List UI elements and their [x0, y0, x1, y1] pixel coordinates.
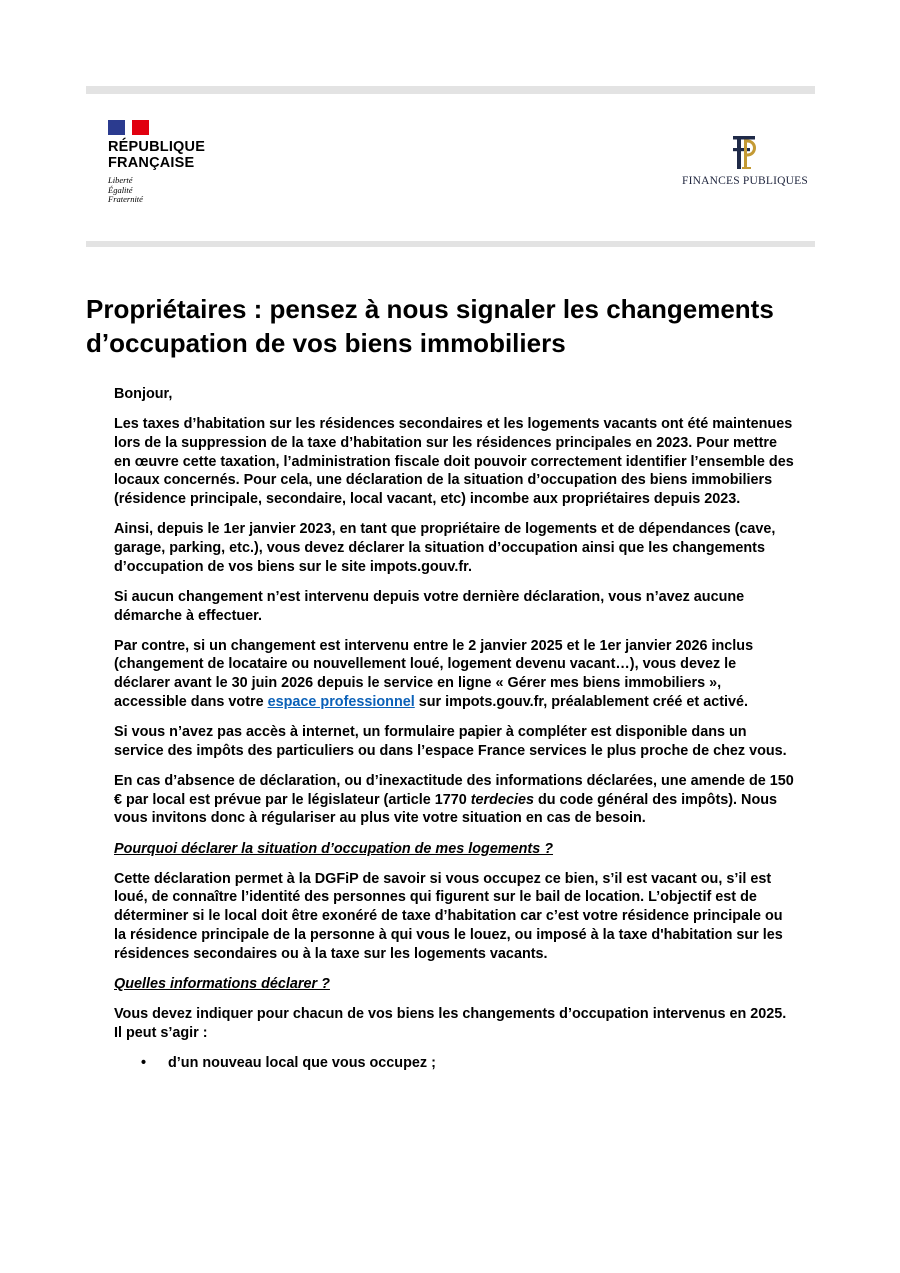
paragraph-no-change: Si aucun changement n’est intervenu depuis votre dernière déclaration, vous n’avez aucune démarche à effectuer.: [114, 588, 745, 624]
finances-publiques-label: FINANCES PUBLIQUES: [682, 175, 808, 187]
deadline-text-end: sur impots.gouv.fr, préalablement créé et activé.: [414, 693, 748, 710]
penalty-text: En cas d’absence de déclaration, ou d’inexactitude des informations déclarées, une amende de 150 € par local est prévue par le législateur (article 1770: [114, 772, 794, 808]
paragraph-why: Cette déclaration permet à la DGFiP de savoir si vous occupez ce bien, s’il est vacant ou, s’il est loué, de connaître l’identité des personnes qui figurent sur le bail de location. L’objectif est de déterminer si le local doit être exonéré de taxe d’habitation car c’est votre résidence principale ou la résidence principale de la personne à qui vous le louez, ou imposé à la taxe d'habitation sur les résidences secondaires ou à la taxe sur les logements vacants.: [114, 870, 783, 962]
paragraph-deadline: [114, 637, 794, 712]
motto-fraternite: Fraternité: [108, 194, 143, 204]
paragraph-obligation: Ainsi, depuis le 1er janvier 2023, en tant que propriétaire de logements et de dépendances (cave, garage, parking, etc.), vous devez déclarer la situation d’occupation ainsi que les changements d’occupation de vos biens sur le site impots.gouv.fr.: [114, 521, 776, 575]
espace-professionnel-link[interactable]: espace professionnel: [267, 693, 415, 710]
page-title: Propriétaires : pensez à nous signaler les changements d’occupation de vos biens immobiliers: [86, 294, 774, 358]
finances-publiques-emblem-icon: [728, 133, 762, 171]
republique-name-line1: RÉPUBLIQUE: [108, 139, 206, 155]
header-bottom-divider: [86, 241, 815, 247]
top-divider: [86, 86, 815, 94]
bullet-list: [114, 1054, 794, 1073]
marianne-flag-icon: [108, 120, 149, 135]
motto-liberte: Liberté: [108, 175, 133, 185]
finances-publiques-logo: [680, 133, 810, 187]
penalty-text-italic: terdecies: [470, 791, 534, 808]
motto-egalite: Égalité: [108, 184, 133, 195]
greeting: Bonjour,: [114, 386, 173, 402]
penalty-text-end: du code général des impôts). Nous vous invitons donc à régulariser au plus vite votre situation en cas de besoin.: [114, 791, 778, 827]
deadline-text: Par contre, si un changement est intervenu entre le 2 janvier 2025 et le 1er janvier 2026 inclus (changement de locataire ou nouvellement loué, logement devenu vacant…), vous devez le déclarer avant le 30 juin 2026 depuis le service en ligne « Gérer mes biens immobiliers », accessible dans votre: [114, 637, 754, 710]
paragraph-what: Vous devez indiquer pour chacun de vos biens les changements d’occupation intervenus en 2025. Il peut s’agir :: [114, 1005, 787, 1041]
republique-motto: [108, 176, 228, 205]
letter-body: [114, 385, 794, 1073]
section-heading-why: Pourquoi déclarer la situation d’occupation de mes logements ?: [114, 840, 553, 857]
list-item: • d’un nouveau local que vous occupez ;: [114, 1054, 794, 1073]
paragraph-context: Les taxes d’habitation sur les résidences secondaires et les logements vacants ont été maintenues lors de la suppression de la taxe d’habitation sur les résidences principales en 2023. Pour mettre en œuvre cette taxation, l’administration fiscale doit pouvoir correctement identifier l’ensemble des locaux concernés. Pour cela, une déclaration de la situation d’occupation des biens immobiliers (résidence principale, secondaire, local vacant, etc) incombe aux propriétaires depuis 2023.: [114, 416, 794, 508]
republique-name-line2: FRANÇAISE: [108, 155, 195, 171]
section-heading-what: Quelles informations déclarer ?: [114, 975, 330, 992]
paragraph-paper-form: Si vous n’avez pas accès à internet, un formulaire papier à compléter est disponible dans un service des impôts des particuliers ou dans l’espace France services le plus proche de chez vous.: [114, 724, 787, 759]
republique-francaise-logo: [108, 120, 228, 205]
paragraph-penalty: [114, 772, 794, 828]
